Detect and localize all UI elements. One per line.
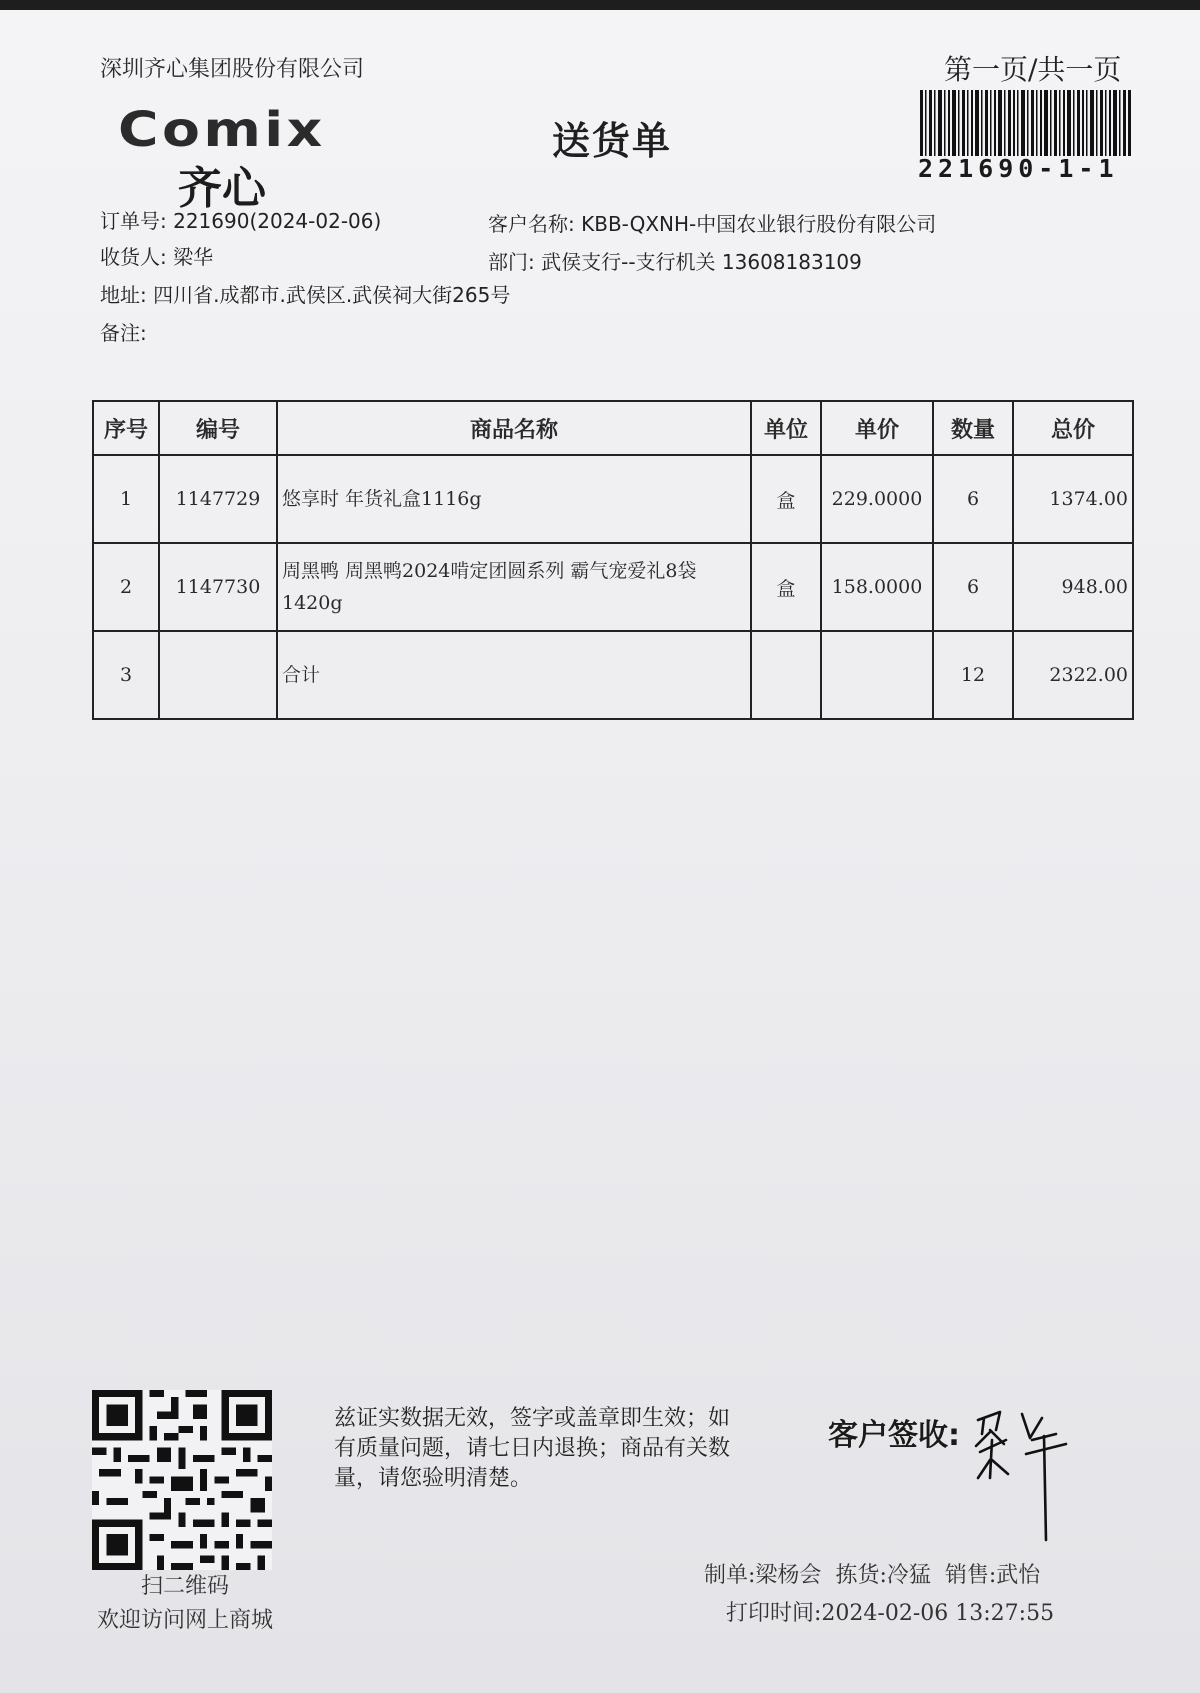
table-row-total: [93, 631, 1133, 719]
sales-value: 武怡: [996, 1563, 1041, 1588]
column-header-price: 单价: [821, 401, 933, 455]
picker-label: 拣货:: [835, 1563, 887, 1588]
customer-name-label: 客户名称:: [488, 212, 575, 236]
address-value: 四川省.成都市.武侯区.武侯祠大街265号: [153, 283, 511, 307]
cell-name: 合计: [277, 631, 751, 719]
table-row: [93, 455, 1133, 543]
print-time-value: 2024-02-06 13:27:55: [821, 1601, 1055, 1626]
cell-name: 悠享时 年货礼盒1116g: [277, 455, 751, 543]
cell-seq: 2: [93, 543, 159, 631]
receiver-value: 梁华: [173, 245, 214, 269]
cell-name: 周黑鸭 周黑鸭2024啃定团圆系列 霸气宠爱礼8袋 1420g: [277, 543, 751, 631]
cell-unit: 盒: [751, 543, 821, 631]
page-indicator: 第一页/共一页: [944, 53, 1122, 86]
cell-qty: 12: [933, 631, 1013, 719]
print-time-line: [726, 1596, 1054, 1627]
customer-name-value: KBB-QXNH-中国农业银行股份有限公司: [581, 212, 937, 236]
document-title: 送货单: [552, 119, 673, 163]
remark-field: [100, 317, 147, 346]
delivery-note-sheet: [0, 10, 1200, 1693]
cell-total: 2322.00: [1013, 631, 1133, 719]
column-header-qty: 数量: [933, 401, 1013, 455]
cell-seq: 1: [93, 455, 159, 543]
table-row: [93, 543, 1133, 631]
qr-caption: [80, 1570, 290, 1638]
barcode-number: 221690-1-1: [918, 154, 1119, 183]
order-number-value: 221690(2024-02-06): [173, 209, 382, 233]
picker-value: 冷猛: [886, 1563, 931, 1588]
column-header-name: 商品名称: [277, 401, 751, 455]
customer-sign-label: 客户签收:: [828, 1418, 960, 1453]
cell-price: 158.0000: [821, 543, 933, 631]
qr-code-image: [92, 1390, 272, 1570]
department-value: 武侯支行--支行机关 13608183109: [541, 250, 862, 274]
cell-code: [159, 631, 277, 719]
qr-caption-line-1: 扫二维码: [140, 1574, 229, 1599]
sales-label: 销售:: [944, 1563, 997, 1588]
department-field: [488, 246, 862, 275]
cell-total: 948.00: [1013, 543, 1133, 631]
address-field: [100, 279, 510, 308]
cell-price: [821, 631, 933, 719]
department-label: 部门:: [488, 250, 535, 274]
cell-code: 1147729: [159, 455, 277, 543]
logo-english-text: Comix: [118, 102, 326, 158]
column-header-code: 编号: [159, 401, 277, 455]
print-time-label: 打印时间:: [726, 1601, 822, 1626]
cell-seq: 3: [93, 631, 159, 719]
cell-code: 1147730: [159, 543, 277, 631]
barcode-image: [920, 90, 1132, 156]
remark-label: 备注:: [100, 321, 147, 345]
receiver-field: [100, 241, 213, 270]
cell-price: 229.0000: [821, 455, 933, 543]
receiver-label: 收货人:: [100, 245, 167, 269]
cell-unit: 盒: [751, 455, 821, 543]
customer-name-field: [488, 208, 936, 237]
logo-chinese-text: 齐心: [178, 163, 266, 214]
cell-total: 1374.00: [1013, 455, 1133, 543]
cell-qty: 6: [933, 455, 1013, 543]
maker-value: 梁杨会: [755, 1563, 822, 1588]
qr-caption-line-2: 欢迎访问网上商城: [96, 1608, 273, 1633]
table-header-row: [93, 401, 1133, 455]
notice-text: 兹证实数据无效，签字或盖章即生效；如有质量问题，请七日内退换；商品有关数量，请您验明清楚。: [334, 1406, 731, 1491]
goods-table: [92, 400, 1134, 720]
column-header-seq: 序号: [93, 401, 159, 455]
column-header-total: 总价: [1013, 401, 1133, 455]
staff-line: [704, 1558, 1040, 1589]
maker-label: 制单:: [704, 1563, 756, 1588]
cell-unit: [751, 631, 821, 719]
order-number-label: 订单号:: [100, 209, 167, 233]
comix-logo: [118, 102, 358, 212]
order-number-field: [100, 205, 381, 234]
handwritten-signature: [970, 1400, 1080, 1550]
column-header-unit: 单位: [751, 401, 821, 455]
cell-qty: 6: [933, 543, 1013, 631]
company-name: 深圳齐心集团股份有限公司: [100, 57, 365, 82]
address-label: 地址:: [100, 283, 147, 307]
